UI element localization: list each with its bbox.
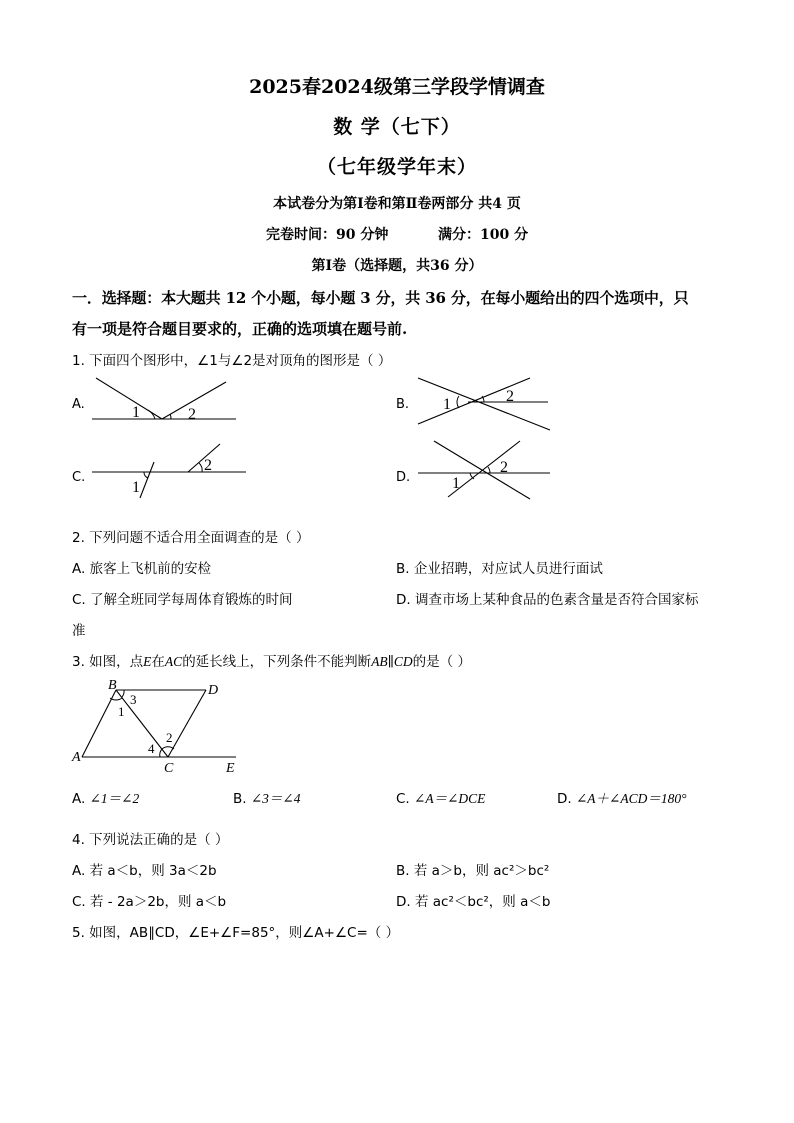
q3-figure: [70, 678, 250, 776]
section-instruction-line1: 一．选择题：本大题共 12 个小题，每小题 3 分，共 36 分，在每小题给出的四个选项中，只: [72, 289, 689, 307]
question-1-stem: 1. 下面四个图形中，∠1与∠2是对顶角的图形是（ ）: [72, 353, 392, 369]
q3-point-a: A: [72, 750, 81, 765]
q1c-angle-2-label: 2: [204, 457, 212, 474]
q1b-angle-2-label: 2: [506, 388, 514, 405]
q3-option-b: B. ∠3＝∠4: [233, 791, 301, 807]
q3-point-b: B: [108, 678, 117, 693]
q2-option-c: C. 了解全班同学每周体育锻炼的时间: [72, 592, 293, 608]
q4-option-b: B. 若 a＞b，则 ac²＞bc²: [396, 863, 550, 879]
q1-option-b-label: B.: [396, 397, 410, 412]
q2-option-a: A. 旅客上飞机前的安检: [72, 561, 212, 577]
part-title: 第Ⅰ卷（选择题，共36 分）: [311, 258, 483, 274]
grade-title: （七年级学年末）: [316, 156, 477, 178]
q2-option-d: D. 调查市场上某种食品的色素含量是否符合国家标: [396, 592, 699, 608]
subject-title: 数 学（七下）: [333, 116, 461, 138]
q1-option-a-label: A.: [72, 397, 85, 412]
q3-option-c: C. ∠A＝∠DCE: [396, 791, 486, 807]
q1a-angle-1-label: 1: [132, 404, 140, 421]
q3-option-a: A. ∠1＝∠2: [72, 791, 140, 807]
q1a-angle-2-label: 2: [188, 406, 196, 423]
q3-angle-2: 2: [166, 730, 173, 745]
q3-option-d: D. ∠A＋∠ACD＝180°: [557, 791, 687, 807]
q3-angle-4: 4: [148, 741, 155, 756]
question-5-stem: 5. 如图，AB∥CD，∠E+∠F=85°，则∠A+∠C=（ ）: [72, 925, 400, 941]
q2-option-b: B. 企业招聘，对应试人员进行面试: [396, 561, 603, 577]
q1-option-d-label: D.: [396, 470, 411, 485]
exam-title: 2025春2024级第三学段学情调查: [249, 76, 545, 98]
exam-time: 完卷时间：90 分钟: [266, 227, 389, 243]
q4-option-c: C. 若 - 2a＞2b，则 a＜b: [72, 894, 227, 910]
exam-info: 本试卷分为第Ⅰ卷和第Ⅱ卷两部分 共4 页: [273, 196, 521, 212]
q1-figure-b: [412, 372, 557, 434]
q3-point-e: E: [226, 761, 235, 776]
question-3-stem: 3. 如图，点E在AC的延长线上，下列条件不能判断AB∥CD的是（ ）: [72, 654, 471, 670]
q3-angle-3: 3: [130, 692, 137, 707]
q1-figure-c: [88, 440, 253, 500]
q1-figure-d: [412, 437, 557, 503]
q3-angle-1: 1: [118, 704, 125, 719]
q1-option-c-label: C.: [72, 470, 86, 485]
q1-figure-a: [88, 374, 248, 430]
q4-option-a: A. 若 a＜b，则 3a＜2b: [72, 863, 217, 879]
q1d-angle-1-label: 1: [452, 475, 460, 492]
question-4-stem: 4. 下列说法正确的是（ ）: [72, 832, 229, 848]
q4-option-d: D. 若 ac²＜bc²，则 a＜b: [396, 894, 551, 910]
q1b-angle-1-label: 1: [443, 396, 451, 413]
q2-option-d-continued: 准: [72, 623, 86, 639]
q1d-angle-2-label: 2: [500, 459, 508, 476]
q3-point-c: C: [164, 761, 174, 776]
section-instruction-line2: 有一项是符合题目要求的，正确的选项填在题号前.: [72, 320, 408, 338]
q3-point-d: D: [208, 683, 219, 698]
question-2-stem: 2. 下列问题不适合用全面调查的是（ ）: [72, 530, 310, 546]
q1c-angle-1-label: 1: [132, 479, 140, 496]
exam-score: 满分：100 分: [438, 227, 529, 243]
